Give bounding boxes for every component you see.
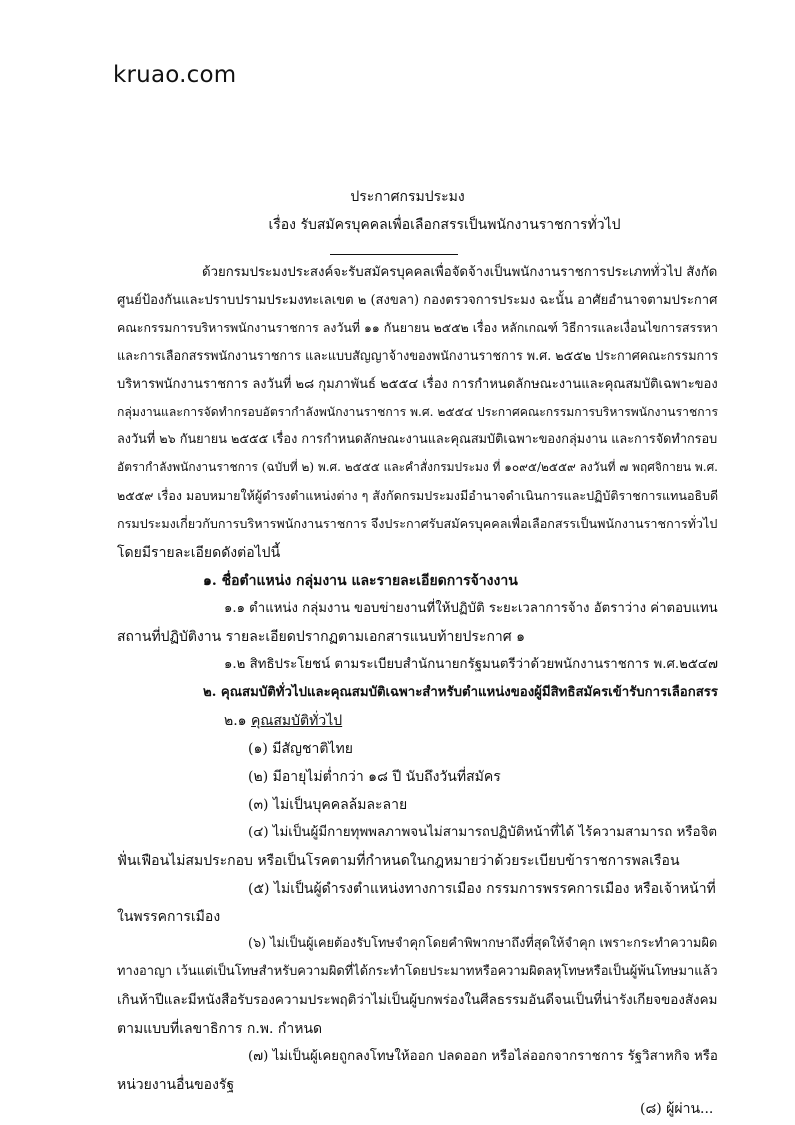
qualification-7-cont: หน่วยงานอื่นของรัฐ bbox=[117, 1077, 235, 1093]
site-watermark: kruao.com bbox=[113, 62, 237, 88]
qualification-4: (๔) ไม่เป็นผู้มีกายทุพพลภาพจนไม่สามารถปฏิบัติหน้าที่ได้ ไร้ความสามารถ หรือจิต bbox=[248, 825, 718, 840]
section-1-heading: ๑. ชื่อตำแหน่ง กลุ่มงาน และรายละเอียดการจ้างงาน bbox=[203, 573, 518, 589]
qualification-6: (๖) ไม่เป็นผู้เคยต้องรับโทษจำคุกโดยคำพิพากษาถึงที่สุดให้จำคุก เพราะกระทำความผิด bbox=[248, 936, 718, 951]
preamble-line: บริหารพนักงานราชการ ลงวันที่ ๒๘ กุมภาพันธ์ ๒๕๕๔ เรื่อง การกำหนดลักษณะงานและคุณสมบัติเฉพาะของ bbox=[117, 377, 718, 392]
page-continuation: (๘) ผู้ผ่าน... bbox=[640, 1101, 714, 1117]
qualification-3: (๓) ไม่เป็นบุคคลล้มละลาย bbox=[248, 797, 408, 813]
qualification-2: (๒) มีอายุไม่ต่ำกว่า ๑๘ ปี นับถึงวันที่สมัคร bbox=[248, 769, 501, 785]
preamble-line: กรมประมงเกี่ยวกับการบริหารพนักงานราชการ จึงประกาศรับสมัครบุคคลเพื่อเลือกสรรเป็นพนักงานราชการทั่วไป bbox=[117, 516, 718, 531]
announcement-title: ประกาศกรมประมง bbox=[350, 189, 465, 205]
section-1-item-2: ๑.๒ สิทธิประโยชน์ ตามระเบียบสำนักนายกรัฐมนตรีว่าด้วยพนักงานราชการ พ.ศ.๒๕๔๗ bbox=[224, 657, 718, 672]
preamble-line: กลุ่มงานและการจัดทำกรอบอัตรากำลังพนักงานราชการ พ.ศ. ๒๕๕๔ ประกาศคณะกรรมการบริหารพนักงานราชการ bbox=[117, 405, 719, 419]
qualification-6-cont: ทางอาญา เว้นแต่เป็นโทษสำหรับความผิดที่ได้กระทำโดยประมาทหรือความผิดลหุโทษหรือเป็นผู้พ้นโทษมาแล้ว bbox=[117, 964, 718, 979]
qualification-6-cont: ตามแบบที่เลขาธิการ ก.พ. กำหนด bbox=[117, 1021, 323, 1037]
preamble-line: คณะกรรมการบริหารพนักงานราชการ ลงวันที่ ๑๑ กันยายน ๒๕๕๒ เรื่อง หลักเกณฑ์ วิธีการและเงื่อนไขการสรรหา bbox=[117, 320, 718, 335]
section-1-item-1-cont: สถานที่ปฏิบัติงาน รายละเอียดปรากฏตามเอกสารแนบท้ายประกาศ ๑ bbox=[117, 629, 526, 645]
section-2-subheading bbox=[224, 714, 342, 728]
qualification-5: (๕) ไม่เป็นผู้ดำรงตำแหน่งทางการเมือง กรรมการพรรคการเมือง หรือเจ้าหน้าที่ bbox=[248, 881, 716, 897]
preamble-line: และการเลือกสรรพนักงานราชการ และแบบสัญญาจ้างของพนักงานราชการ พ.ศ. ๒๕๕๒ ประกาศคณะกรรมการ bbox=[117, 348, 719, 363]
section-2-heading: ๒. คุณสมบัติทั่วไปและคุณสมบัติเฉพาะสำหรับตำแหน่งของผู้มีสิทธิสมัครเข้ารับการเลือกสรร bbox=[203, 685, 719, 700]
preamble-line: ๒๕๕๙ เรื่อง มอบหมายให้ผู้ดำรงตำแหน่งต่าง ๆ สังกัดกรมประมงมีอำนาจดำเนินการและปฏิบัติราชการแทนอธิบดี bbox=[117, 488, 719, 503]
subheading-number: ๒.๑ bbox=[224, 713, 247, 729]
qualification-1: (๑) มีสัญชาติไทย bbox=[248, 741, 353, 757]
qualification-4-cont: ฟั่นเฟือนไม่สมประกอบ หรือเป็นโรคตามที่กำหนดในกฎหมายว่าด้วยระเบียบข้าราชการพลเรือน bbox=[117, 853, 680, 869]
qualification-6-cont: เกินห้าปีและมีหนังสือรับรองความประพฤติว่าไม่เป็นผู้บกพร่องในศีลธรรมอันดีจนเป็นที่น่ารังเกียจของสังคม bbox=[117, 993, 718, 1008]
preamble-line: ลงวันที่ ๒๖ กันยายน ๒๕๕๕ เรื่อง การกำหนดลักษณะงานและคุณสมบัติเฉพาะของกลุ่มงาน และการจัดทำกรอบ bbox=[117, 432, 718, 447]
subheading-title: คุณสมบัติทั่วไป bbox=[251, 713, 343, 729]
title-divider bbox=[330, 254, 458, 255]
preamble-line: ด้วยกรมประมงประสงค์จะรับสมัครบุคคลเพื่อจัดจ้างเป็นพนักงานราชการประเภททั่วไป สังกัด bbox=[202, 265, 718, 280]
qualification-5-cont: ในพรรคการเมือง bbox=[117, 909, 221, 925]
preamble-line: โดยมีรายละเอียดดังต่อไปนี้ bbox=[117, 545, 281, 561]
preamble-line: ศูนย์ป้องกันและปราบปรามประมงทะเลเขต ๒ (สงขลา) กองตรวจการประมง ฉะนั้น อาศัยอำนาจตามประกาศ bbox=[117, 293, 718, 308]
preamble-line: อัตรากำลังพนักงานราชการ (ฉบับที่ ๒) พ.ศ. ๒๕๕๕ และคำสั่งกรมประมง ที่ ๑๐๙๕/๒๕๕๙ ลงวันที่ ๗ พฤศจิกายน พ.ศ. bbox=[117, 460, 718, 474]
qualification-7: (๗) ไม่เป็นผู้เคยถูกลงโทษให้ออก ปลดออก หรือไล่ออกจากราชการ รัฐวิสาหกิจ หรือ bbox=[248, 1049, 718, 1064]
announcement-subject: เรื่อง รับสมัครบุคคลเพื่อเลือกสรรเป็นพนักงานราชการทั่วไป bbox=[268, 217, 621, 233]
section-1-item-1: ๑.๑ ตำแหน่ง กลุ่มงาน ขอบข่ายงานที่ให้ปฏิบัติ ระยะเวลาการจ้าง อัตราว่าง ค่าตอบแทน bbox=[224, 601, 718, 616]
